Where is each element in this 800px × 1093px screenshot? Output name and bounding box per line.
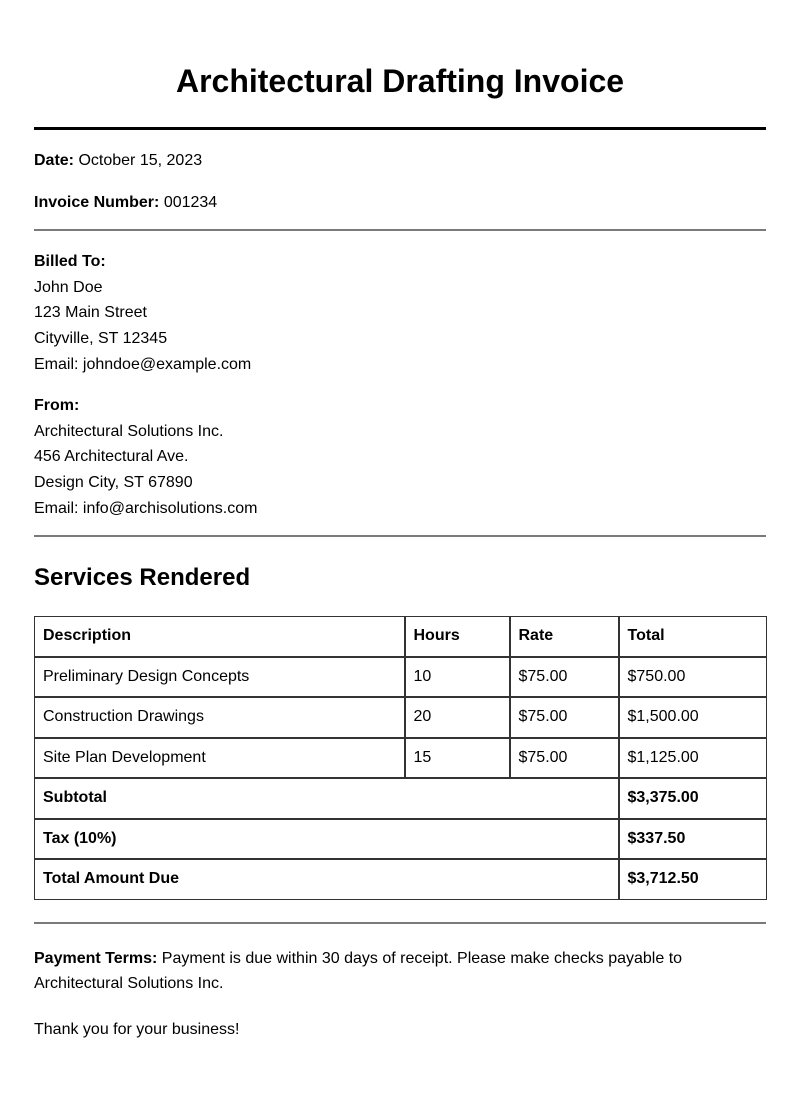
- table-row: [35, 657, 767, 698]
- payment-terms-text: Payment is due within 30 days of receipt. Please make checks payable to Architectural Solutions Inc.: [34, 950, 683, 992]
- row-rate: $75.00: [510, 657, 619, 698]
- from-city: Design City, ST 67890: [34, 474, 193, 491]
- table-divider: [34, 922, 766, 924]
- billed-to-heading-text: Billed To:: [34, 253, 106, 270]
- invoice-number: [34, 193, 217, 213]
- column-header-total: Total: [619, 617, 767, 657]
- closing-message: Thank you for your business!: [34, 1021, 240, 1038]
- date-value: October 15, 2023: [78, 152, 203, 169]
- row-hours: 20: [405, 697, 510, 738]
- billed-to-city: Cityville, ST 12345: [34, 330, 168, 347]
- subtotal-row: [35, 778, 767, 819]
- invoice-date: [34, 151, 202, 171]
- payment-terms: [34, 946, 714, 996]
- payment-terms-label: Payment Terms:: [34, 950, 158, 967]
- from-street: 456 Architectural Ave.: [34, 448, 189, 465]
- invoice-number-value: 001234: [163, 194, 218, 211]
- subtotal-label: Subtotal: [35, 778, 619, 819]
- tax-value: $337.50: [619, 819, 767, 860]
- from-email: Email: info@archisolutions.com: [34, 500, 258, 517]
- services-heading: Services Rendered: [34, 564, 251, 591]
- row-rate: $75.00: [510, 738, 619, 779]
- total-due-row: [35, 859, 767, 899]
- invoice-number-label: Invoice Number:: [34, 194, 160, 211]
- subtotal-value: $3,375.00: [619, 778, 767, 819]
- table-header-row: [35, 617, 767, 657]
- row-hours: 15: [405, 738, 510, 779]
- column-header-description: Description: [35, 617, 405, 657]
- date-label: Date:: [34, 152, 75, 169]
- billed-to-email: Email: johndoe@example.com: [34, 356, 252, 373]
- column-header-rate: Rate: [510, 617, 619, 657]
- column-header-hours: Hours: [405, 617, 510, 657]
- services-table: [34, 616, 767, 900]
- row-rate: $75.00: [510, 697, 619, 738]
- row-description: Preliminary Design Concepts: [35, 657, 405, 698]
- tax-label: Tax (10%): [35, 819, 619, 860]
- from-heading: [34, 396, 79, 416]
- billed-to-name: John Doe: [34, 279, 103, 296]
- row-hours: 10: [405, 657, 510, 698]
- tax-row: [35, 819, 767, 860]
- row-total: $750.00: [619, 657, 767, 698]
- row-description: Construction Drawings: [35, 697, 405, 738]
- from-name: Architectural Solutions Inc.: [34, 423, 224, 440]
- invoice-title: Architectural Drafting Invoice: [175, 63, 625, 99]
- row-total: $1,500.00: [619, 697, 767, 738]
- meta-divider: [34, 229, 766, 231]
- row-total: $1,125.00: [619, 738, 767, 779]
- title-divider: [34, 127, 766, 130]
- total-due-label: Total Amount Due: [35, 859, 619, 899]
- billed-to-heading: [34, 252, 106, 272]
- table-row: [35, 697, 767, 738]
- from-heading-text: From:: [34, 397, 80, 414]
- total-due-value: $3,712.50: [619, 859, 767, 899]
- billed-to-street: 123 Main Street: [34, 304, 147, 321]
- row-description: Site Plan Development: [35, 738, 405, 779]
- table-row: [35, 738, 767, 779]
- address-divider: [34, 535, 766, 537]
